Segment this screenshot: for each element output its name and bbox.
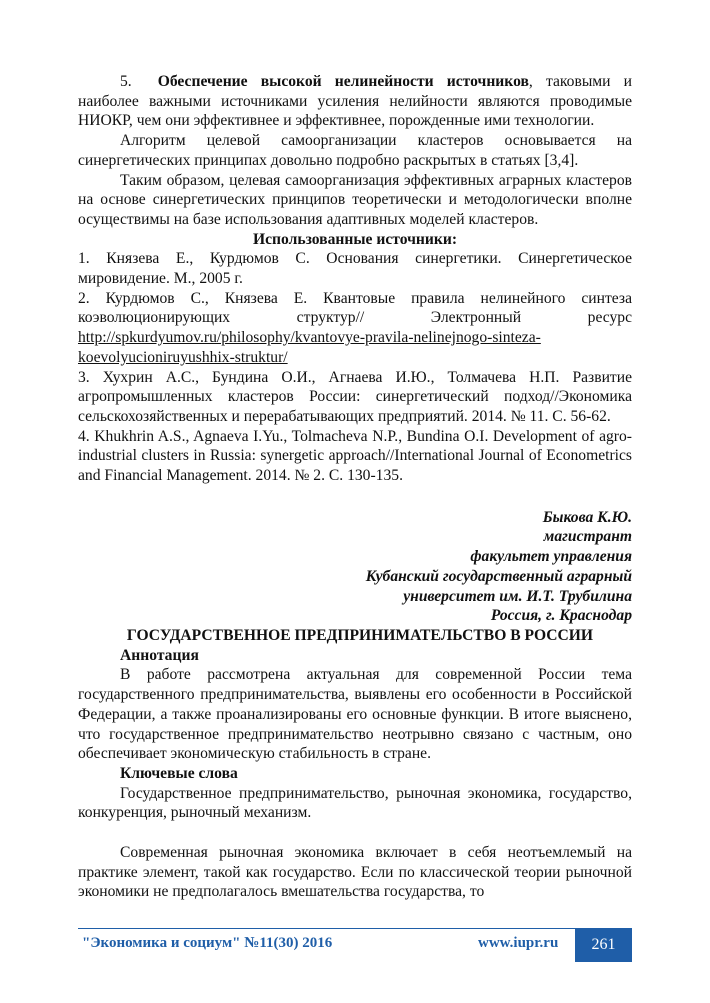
page-footer [78, 928, 632, 962]
spacer [78, 823, 632, 843]
paragraph-algorithm: Алгоритм целевой самоорганизации кластеров основывается на синергетических принципах довольно подробно раскрытых в статьях [3,4]. [78, 132, 632, 169]
list-number: 5. [120, 73, 132, 90]
paragraph-conclusion: Таким образом, целевая самоорганизация эффективных аграрных кластеров на основе синергетических принципов теоретически и методологически вполне осуществимы на базе использования адаптивных моделей кластеров. [78, 171, 632, 228]
journal-website[interactable]: www.iupr.ru [478, 935, 559, 951]
source-item-4: 4. Khukhrin A.S., Agnaeva I.Yu., Tolmacheva N.P., Bundina O.I. Development of agro-industrial clusters in Russia: synergetic approach//International Journal of Econometrics and Financial Management. 2014. № 2. С. 130-135. [78, 427, 632, 485]
author-university-line2: университет им. И.Т. Трубилина [403, 587, 632, 605]
journal-name: "Экономика и социум" №11(30) 2016 [82, 935, 333, 951]
source-item-3: 3. Хухрин А.С., Бундина О.И., Агнаева И.Ю., Толмачева Н.П. Развитие агропромышленных кластеров России: синергетический подход//Экономика сельскохозяйственных и перерабатывающих предприятий. 2014. № 11. С. 56-62. [78, 368, 632, 425]
author-location: Россия, г. Краснодар [490, 607, 632, 625]
source-item-1: 1. Князева Е., Курдюмов С. Основания синергетики. Синергетическое мировидение. М., 2005 г. [78, 250, 632, 288]
document-page [78, 72, 632, 902]
paragraph-text: , таковыми и наиболее важными источниками усиления нелийности являются проводимые НИОКР, чем они эффективнее и эффективнее, порожденные ими технологии. [78, 73, 633, 130]
keywords-text: Государственное предпринимательство, рыночная экономика, государство, конкуренция, рыночный механизм. [78, 784, 632, 822]
sources-heading: Использованные источники: [252, 230, 458, 248]
author-block [78, 508, 632, 626]
source-link[interactable]: http://spkurdyumov.ru/philosophy/kvantovye-pravila-nelinejnogo-sinteza-koevolyucioniruyushhix-struktur/ [78, 329, 541, 366]
author-name: Быкова К.Ю. [542, 508, 632, 526]
page-number: 261 [575, 929, 632, 962]
abstract-heading: Аннотация [120, 646, 199, 664]
author-status: магистрант [543, 528, 632, 546]
abstract-text: В работе рассмотрена актуальная для современной России тема государственного предпринимательства, выявлены его особенности в Российской Федерации, а также проанализированы его основные функции. В итоге выяснено, что государственное предпринимательство неотрывно связано с частным, оно обеспечивает экономическую стабильность в стране. [78, 666, 632, 763]
keywords-heading: Ключевые слова [120, 764, 238, 782]
author-faculty: факультет управления [470, 548, 632, 566]
bold-phrase: Обеспечение высокой нелинейности источников [157, 73, 529, 90]
footer-divider [78, 928, 632, 929]
article-title: ГОСУДАРСТВЕННОЕ ПРЕДПРИНИМАТЕЛЬСТВО В РОССИИ [126, 626, 594, 644]
source-item-2: 2. Курдюмов С., Князева Е. Квантовые правила нелинейного синтеза коэволюционирующих структур// Электронный ресурс [78, 289, 632, 327]
author-university-line1: Кубанский государственный аграрный [365, 567, 632, 585]
intro-paragraph: Современная рыночная экономика включает в себя неотъемлемый на практике элемент, такой как государство. Если по классической теории рыночной экономики не предполагалось вмешательства государства, то [78, 844, 632, 901]
paragraph-5 [78, 72, 632, 131]
